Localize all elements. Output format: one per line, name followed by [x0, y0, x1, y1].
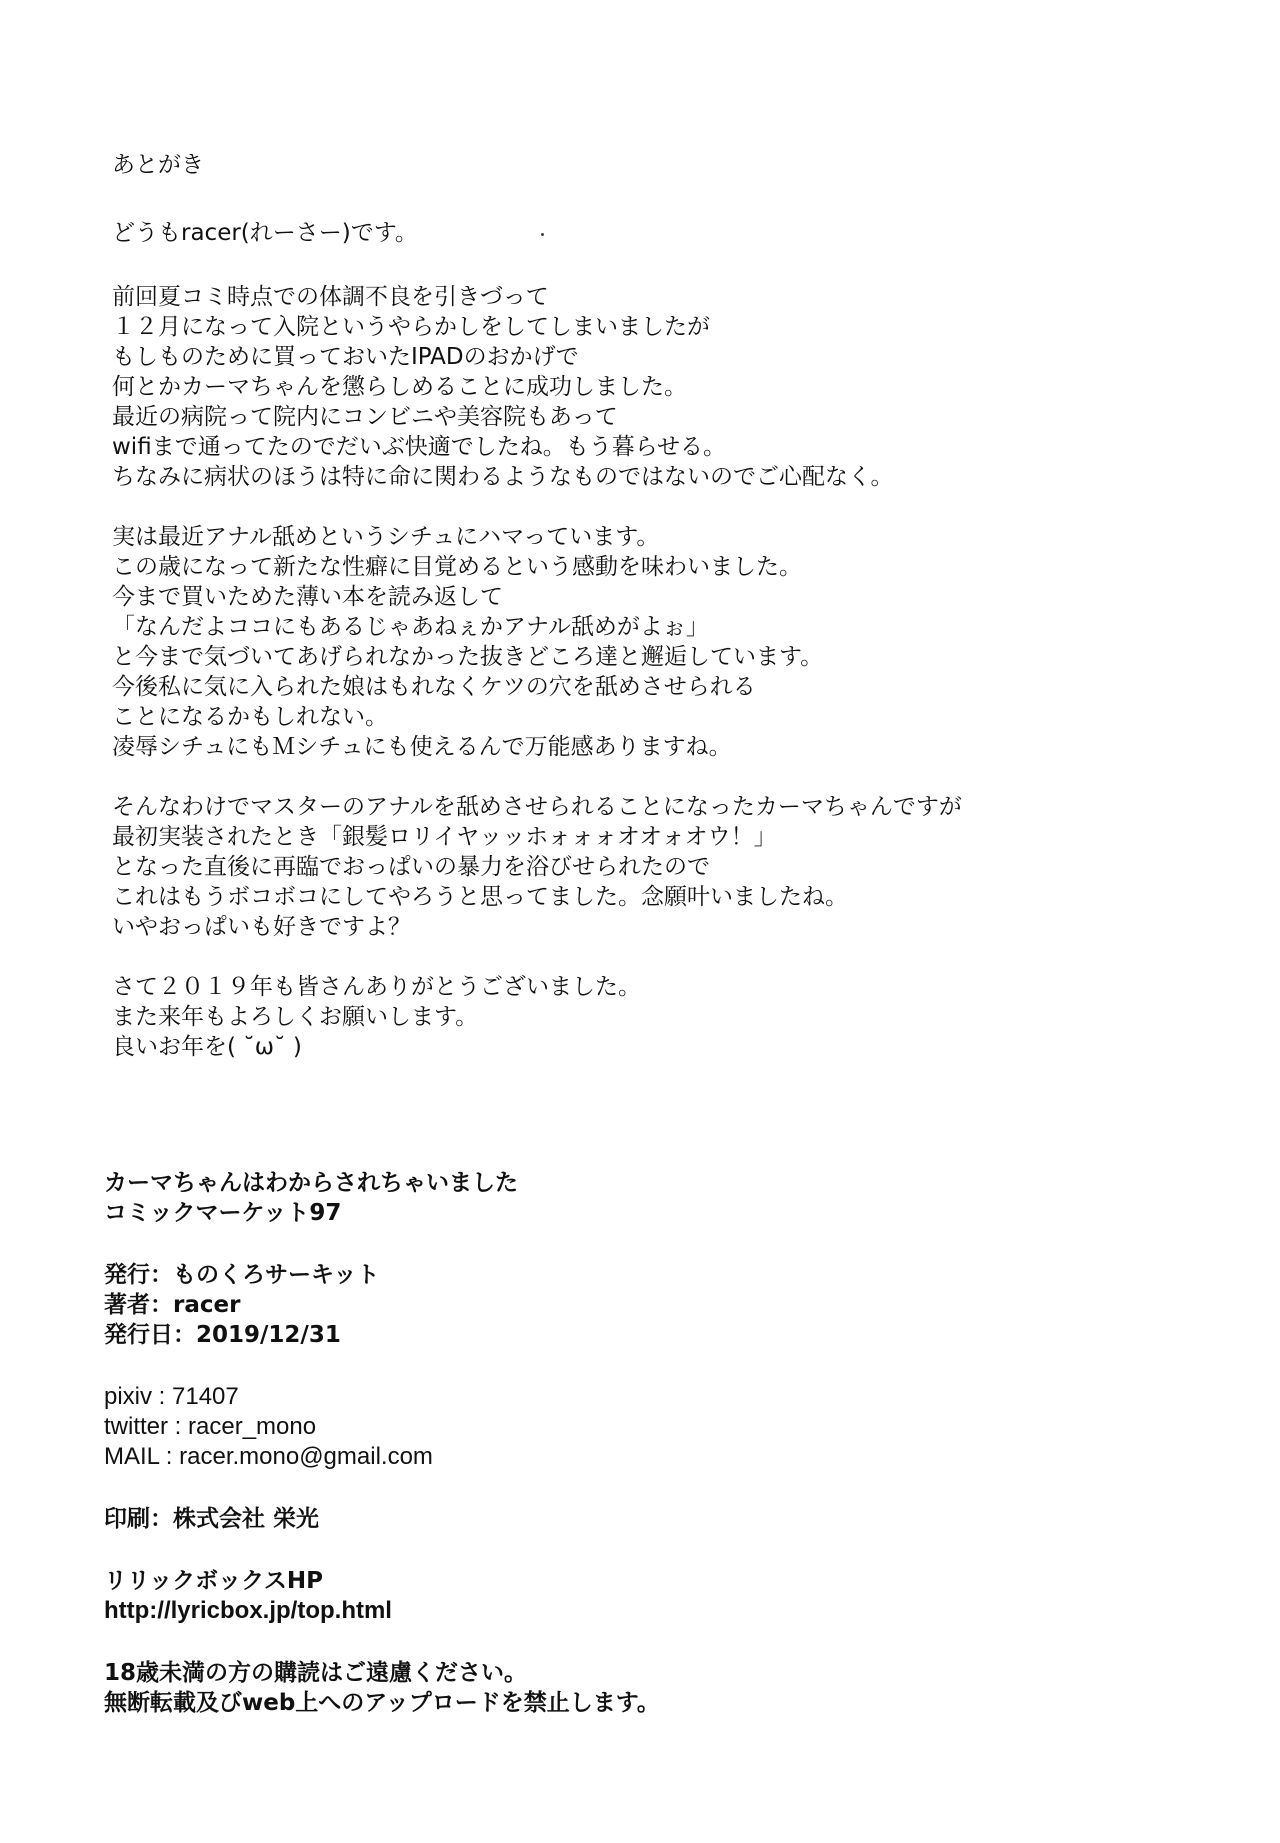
- colophon-title-block: [104, 1168, 1004, 1228]
- colophon-website-block: [104, 1566, 1004, 1626]
- text-line: 凌辱シチュにもＭシチュにも使えるんで万能感ありますね。: [112, 734, 732, 760]
- text-line: となった直後に再臨でおっぱいの暴力を浴びせられたので: [112, 854, 710, 880]
- text-line: 何とかカーマちゃんを懲らしめることに成功しました。: [112, 374, 687, 400]
- event-name: コミックマーケット97: [104, 1200, 342, 1226]
- upload-notice: 無断転載及びweb上へのアップロードを禁止します。: [104, 1690, 660, 1716]
- text-line: 良いお年を( ˘ω˘ ): [112, 1034, 302, 1060]
- text-line: ちなみに病状のほうは特に命に関わるようなものではないのでご心配なく。: [112, 464, 894, 490]
- publisher-line: 発行：ものくろサーキット: [104, 1262, 380, 1288]
- text-line: 前回夏コミ時点での体調不良を引きづって: [112, 284, 549, 310]
- twitter-line: twitter : racer_mono: [104, 1413, 317, 1440]
- afterword-paragraph-2: [112, 522, 1192, 762]
- mail-line: MAIL : racer.mono@gmail.com: [104, 1443, 433, 1470]
- afterword-paragraph-3: [112, 792, 1192, 942]
- text-line: と今まで気づいてあげられなかった抜きどころ達と邂逅しています。: [112, 644, 824, 670]
- text-line: 「なんだよココにもあるじゃあねぇかアナル舐めがよぉ」: [112, 614, 709, 640]
- website-name: リリックボックスHP: [104, 1568, 323, 1594]
- text-line: 今まで買いためた薄い本を読み返して: [112, 584, 503, 610]
- text-line: もしものために買っておいたIPADのおかげで: [112, 344, 579, 370]
- text-line: 今後私に気に入られた娘はもれなくケツの穴を舐めさせられる: [112, 674, 756, 700]
- text-line: １２月になって入院というやらかしをしてしまいましたが: [112, 314, 710, 340]
- website-url: http://lyricbox.jp/top.html: [104, 1597, 392, 1624]
- author-line: 著者：racer: [104, 1292, 241, 1318]
- printer-line: 印刷：株式会社 栄光: [104, 1506, 320, 1532]
- text-line: 最初実装されたとき「銀髪ロリイヤッッホォォォオオォオウ！」: [112, 824, 777, 850]
- pixiv-line: pixiv : 71407: [104, 1383, 239, 1410]
- afterword-heading: あとがき: [112, 152, 204, 178]
- afterword-greeting: どうもracer(れーさー)です。: [112, 220, 418, 246]
- text-line: wifiまで通ってたのでだいぶ快適でしたね。もう暮らせる。: [112, 434, 726, 460]
- text-line: さて２０１９年も皆さんありがとうございました。: [112, 974, 641, 1000]
- publish-date-line: 発行日：2019/12/31: [104, 1322, 341, 1348]
- text-line: そんなわけでマスターのアナルを舐めさせられることになったカーマちゃんですが: [112, 794, 962, 820]
- colophon-publication-block: [104, 1260, 1004, 1350]
- text-line: また来年もよろしくお願いします。: [112, 1004, 479, 1030]
- text-line: 実は最近アナル舐めというシチュにハマっています。: [112, 524, 660, 550]
- afterword-paragraph-4: [112, 972, 1192, 1062]
- text-line: この歳になって新たな性癖に目覚めるという感動を味わいました。: [112, 554, 802, 580]
- colophon-contact-block: [104, 1382, 1004, 1472]
- text-line: これはもうボコボコにしてやろうと思ってました。念願叶いましたね。: [112, 884, 848, 910]
- text-line: 最近の病院って院内にコンビニや美容院もあって: [112, 404, 618, 430]
- book-title: カーマちゃんはわからされちゃいました: [104, 1170, 518, 1196]
- afterword-paragraph-1: [112, 282, 1192, 492]
- colophon-printer-block: [104, 1504, 1004, 1534]
- text-line: いやおっぱいも好きですよ？: [112, 914, 411, 940]
- colophon-notice-block: [104, 1658, 1004, 1718]
- colophon-section: [104, 1168, 1004, 1750]
- text-line: ことになるかもしれない。: [112, 704, 388, 730]
- scan-speck: [541, 233, 544, 236]
- age-notice: 18歳未満の方の購読はご遠慮ください。: [104, 1660, 528, 1686]
- afterword-section: [112, 150, 1192, 1092]
